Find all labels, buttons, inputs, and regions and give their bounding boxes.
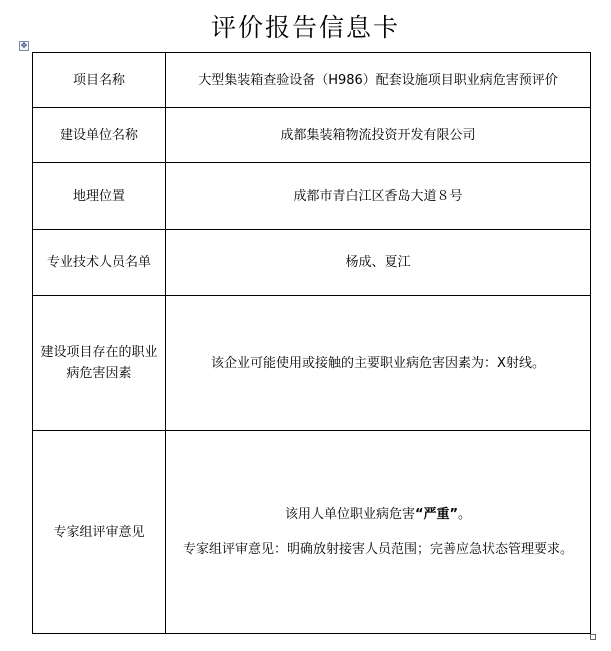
opinion-summary [170,504,586,525]
opinion-detail: 专家组评审意见：明确放射接害人员范围；完善应急状态管理要求。 [182,542,573,557]
row-value: 成都集装箱物流投资开发有限公司 [166,108,591,163]
expert-opinion-cell [166,431,591,634]
opinion-prefix: 该用人单位职业病危害 [284,507,415,522]
row-value: 成都市青白江区香岛大道８号 [166,163,591,230]
row-value: 大型集装箱查验设备（H986）配套设施项目职业病危害预评价 [166,53,591,108]
table-row [33,431,591,634]
opinion-suffix: 。 [458,507,472,522]
info-table [32,52,591,634]
table-move-handle-icon[interactable]: ✥ [20,41,28,50]
row-label: 建设项目存在的职业病危害因素 [33,296,166,431]
row-label: 专业技术人员名单 [33,230,166,296]
table-row [33,53,591,108]
row-label: 地理位置 [33,163,166,230]
row-label: 项目名称 [33,53,166,108]
table-row [33,108,591,163]
row-value: 该企业可能使用或接触的主要职业病危害因素为：X射线。 [166,296,591,431]
table-row [33,163,591,230]
table-row [33,230,591,296]
page-title: 评价报告信息卡 [210,13,400,42]
row-label: 专家组评审意见 [33,431,166,634]
severity-emphasis: “严重” [414,507,459,522]
row-label: 建设单位名称 [33,108,166,163]
table-resize-handle[interactable] [590,634,596,640]
table-row [33,296,591,431]
row-value: 杨成、夏江 [166,230,591,296]
